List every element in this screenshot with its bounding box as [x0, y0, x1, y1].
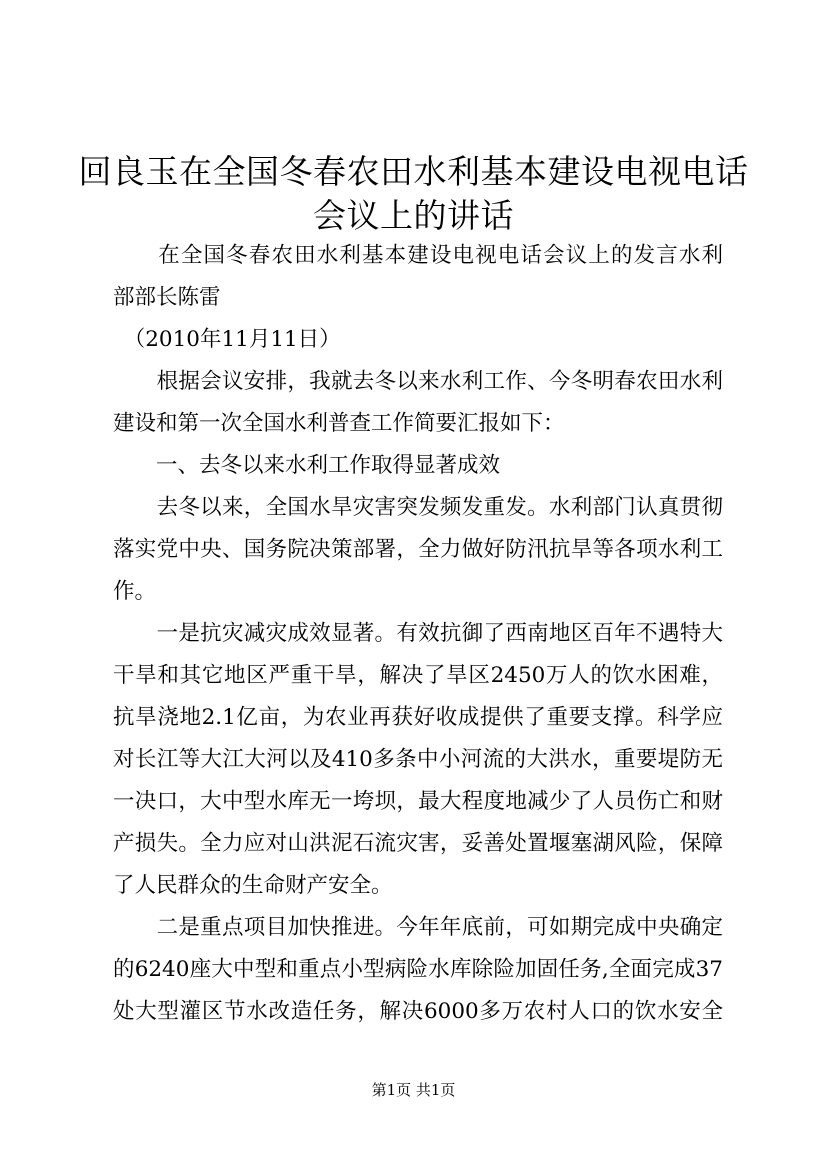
body-line: 处大型灌区节水改造任务，解决6000多万农村人口的饮水安全: [113, 999, 723, 1024]
body-line: 产损失。全力应对山洪泥石流灾害，妥善处置堰塞湖风险，保障: [113, 831, 723, 856]
body-line: 根据会议安排，我就去冬以来水利工作、今冬明春农田水利: [113, 369, 723, 394]
page-footer: 第1页 共1页: [371, 1081, 456, 1099]
body-line: 了人民群众的生命财产安全。: [113, 873, 393, 898]
body-line: 建设和第一次全国水利普查工作简要汇报如下：: [113, 411, 565, 436]
body-line: 在全国冬春农田水利基本建设电视电话会议上的发言水利: [113, 243, 723, 268]
date-line: （2010年11月11日）: [113, 327, 341, 352]
body-line: 干旱和其它地区严重干旱，解决了旱区2450万人的饮水困难，: [113, 663, 723, 688]
body-line: 一决口，大中型水库无一垮坝，最大程度地减少了人员伤亡和财: [113, 789, 723, 814]
body-line: 去冬以来，全国水旱灾害突发频发重发。水利部门认真贯彻: [113, 495, 723, 520]
body-line: 的6240座大中型和重点小型病险水库除险加固任务,全面完成37: [113, 957, 723, 982]
body-line: 部部长陈雷: [113, 285, 221, 310]
body-line: 对长江等大江大河以及410多条中小河流的大洪水，重要堤防无: [113, 747, 723, 772]
section-heading: 一、去冬以来水利工作取得显著成效: [113, 453, 501, 478]
document-title-line-2: 会议上的讲话: [313, 196, 514, 235]
body-line: 抗旱浇地2.1亿亩，为农业再获好收成提供了重要支撑。科学应: [113, 705, 723, 730]
body-line: 二是重点项目加快推进。今年年底前，可如期完成中央确定: [113, 915, 723, 940]
body-line: 落实党中央、国务院决策部署，全力做好防汛抗旱等各项水利工: [113, 537, 723, 562]
document-title-line-1: 回良玉在全国冬春农田水利基本建设电视电话: [78, 152, 749, 191]
body-line: 作。: [113, 579, 157, 604]
body-line: 一是抗灾减灾成效显著。有效抗御了西南地区百年不遇特大: [113, 621, 723, 646]
